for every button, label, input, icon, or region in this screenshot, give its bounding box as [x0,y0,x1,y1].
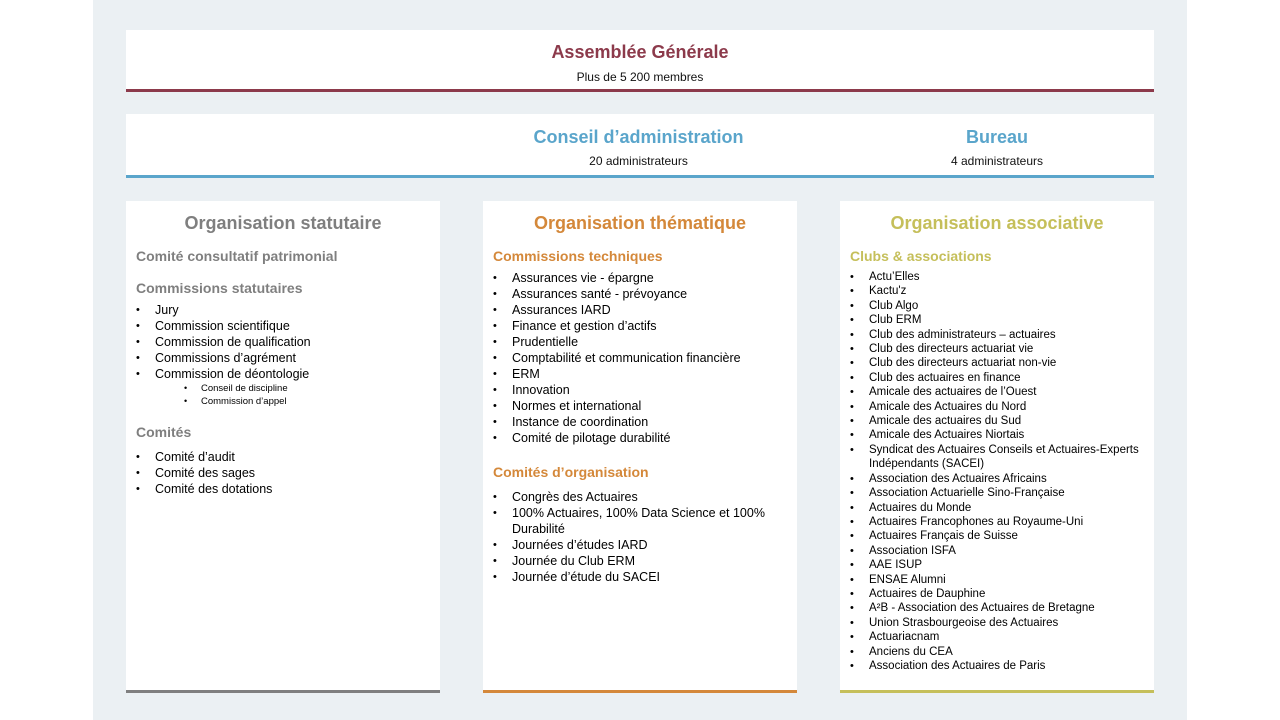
list-item: • 100% Actuaires, 100% Data Science et 100% Durabilité [493,505,787,537]
assemblee-generale-title: Assemblée Générale [551,42,729,62]
list-item: • Instance de coordination [493,414,787,430]
commissions-techniques-list [493,270,787,446]
list-item: • Comité d’audit [136,449,430,465]
list-item: • Commissions d’agrément [136,350,430,366]
conseil-administration-subtitle: 20 administrateurs [589,154,688,168]
assemblee-generale-subtitle: Plus de 5 200 membres [576,70,704,84]
list-item: • Club des directeurs actuariat vie [850,342,1144,356]
list-item: • Assurances santé - prévoyance [493,286,787,302]
assemblee-generale-band [126,30,1154,92]
organisation-associative-card [840,201,1154,693]
list-item: • ENSAE Alumni [850,573,1144,587]
list-item: • Innovation [493,382,787,398]
list-item: • Association des Actuaires Africains [850,472,1144,486]
list-item: • Actuaires du Monde [850,501,1144,515]
sub-list-item: • Conseil de discipline [136,382,430,395]
list-item: • Association des Actuaires de Paris [850,659,1144,673]
list-item: • A²B - Association des Actuaires de Bretagne [850,601,1144,615]
list-item: • AAE ISUP [850,558,1144,572]
card-title: Organisation associative [890,213,1104,233]
list-item: • Commission de qualification [136,334,430,350]
gouvernance-band [126,114,1154,178]
list-item: • Normes et international [493,398,787,414]
list-item: • Club des administrateurs – actuaires [850,328,1144,342]
sub-list-item: • Commission d’appel [136,395,430,408]
list-item: • Finance et gestion d’actifs [493,318,787,334]
list-item: • Commission de déontologie [136,366,430,382]
list-item: • Actu’Elles [850,270,1144,284]
comites-list [136,449,430,497]
list-item: • Actuariacnam [850,630,1144,644]
list-item: • Jury [136,302,430,318]
organisation-thematique-card [483,201,797,693]
list-item: • Amicale des actuaires de l’Ouest [850,385,1144,399]
list-item: • Prudentielle [493,334,787,350]
list-item: • Journée d’étude du SACEI [493,569,787,585]
list-item: • Kactu'z [850,284,1144,298]
list-item: • Actuaires Francophones au Royaume-Uni [850,515,1144,529]
list-item: • Club Algo [850,299,1144,313]
list-item: • Union Strasbourgeoise des Actuaires [850,616,1144,630]
section-heading: Commissions statutaires [136,280,303,296]
clubs-associations-list [850,270,1144,673]
bureau-title: Bureau [965,127,1028,147]
bureau-subtitle: 4 administrateurs [950,154,1044,168]
card-title: Organisation statutaire [184,213,382,233]
list-item: • Assurances IARD [493,302,787,318]
section-heading: Comité consultatif patrimonial [136,248,338,264]
section-heading: Commissions techniques [493,248,663,264]
list-item: • Congrès des Actuaires [493,489,787,505]
section-heading: Comités [136,424,192,440]
list-item: • Amicale des Actuaires du Nord [850,400,1144,414]
list-item: • Journée du Club ERM [493,553,787,569]
list-item: • Assurances vie - épargne [493,270,787,286]
list-item: • Association ISFA [850,544,1144,558]
list-item: • Comité des sages [136,465,430,481]
list-item: • Actuaires Français de Suisse [850,529,1144,543]
section-heading: Clubs & associations [850,248,992,264]
list-item: • Commission scientifique [136,318,430,334]
list-item: • Amicale des actuaires du Sud [850,414,1144,428]
list-item: • Association Actuarielle Sino-Française [850,486,1144,500]
list-item: • Comité des dotations [136,481,430,497]
list-item: • Syndicat des Actuaires Conseils et Actuaires-Experts Indépendants (SACEI) [850,443,1144,472]
list-item: • Club ERM [850,313,1144,327]
list-item: • Club des actuaires en finance [850,371,1144,385]
list-item: • Actuaires de Dauphine [850,587,1144,601]
card-title: Organisation thématique [533,213,747,233]
list-item: • Comité de pilotage durabilité [493,430,787,446]
list-item: • Anciens du CEA [850,645,1144,659]
commissions-statutaires-list [136,302,430,408]
list-item: • Journées d’études IARD [493,537,787,553]
organisation-statutaire-card [126,201,440,693]
comites-organisation-list [493,489,787,585]
list-item: • ERM [493,366,787,382]
list-item: • Comptabilité et communication financière [493,350,787,366]
conseil-administration-title: Conseil d’administration [533,127,744,147]
list-item: • Club des directeurs actuariat non-vie [850,356,1144,370]
section-heading: Comités d’organisation [493,464,649,480]
list-item: • Amicale des Actuaires Niortais [850,428,1144,442]
